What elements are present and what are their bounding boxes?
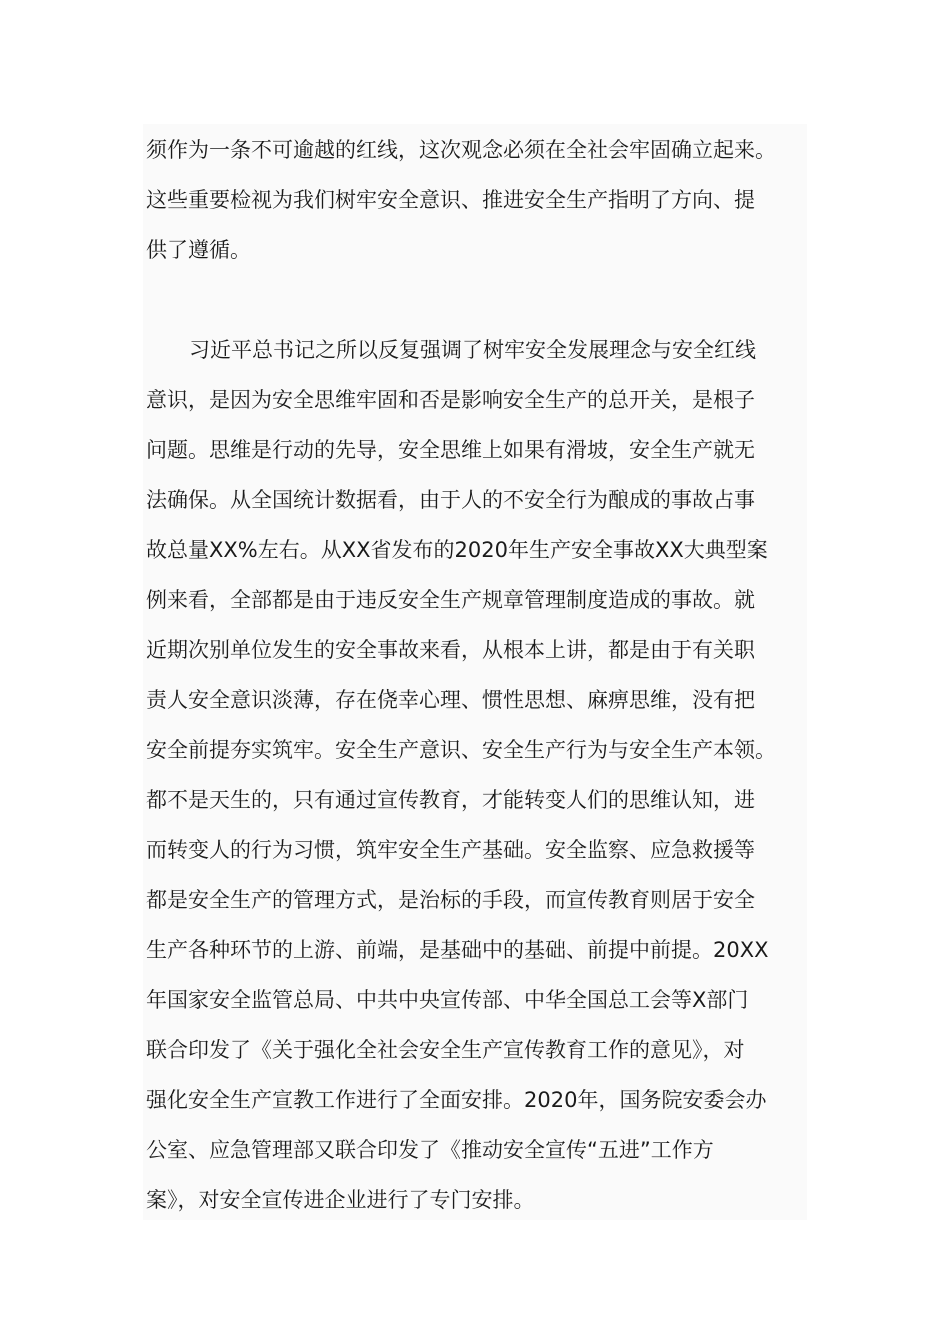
paragraph-1-line-2: 这些重要检视为我们树牢安全意识、推进安全生产指明了方向、提 — [146, 188, 755, 212]
paragraph-2-line-16: 强化安全生产宣教工作进行了全面安排。2020年，国务院安委会办 — [146, 1088, 767, 1112]
paragraph-2-line-4: 法确保。从全国统计数据看，由于人的不安全行为酿成的事故占事 — [146, 488, 755, 512]
paragraph-2-line-7: 近期次别单位发生的安全事故来看，从根本上讲，都是由于有关职 — [146, 638, 755, 662]
paragraph-2-line-8: 责人安全意识淡薄，存在侥幸心理、惯性思想、麻痹思维，没有把 — [146, 688, 755, 712]
paragraph-2-line-11: 而转变人的行为习惯，筑牢安全生产基础。安全监察、应急救援等 — [146, 838, 755, 862]
paragraph-1-line-3: 供了遵循。 — [146, 238, 251, 262]
paragraph-2-line-15: 联合印发了《关于强化全社会安全生产宣传教育工作的意见》，对 — [146, 1038, 745, 1062]
paragraph-2-line-9: 安全前提夯实筑牢。安全生产意识、安全生产行为与安全生产本领。 — [146, 738, 776, 762]
paragraph-2-line-1: 习近平总书记之所以反复强调了树牢安全发展理念与安全红线 — [189, 338, 756, 362]
paragraph-2-line-5: 故总量XX%左右。从XX省发布的2020年生产安全事故XX大典型案 — [146, 538, 768, 562]
paragraph-2-line-10: 都不是天生的，只有通过宣传教育，才能转变人们的思维认知，进 — [146, 788, 755, 812]
paragraph-2-line-2: 意识，是因为安全思维牢固和否是影响安全生产的总开关，是根子 — [146, 388, 755, 412]
paragraph-2-line-13: 生产各种环节的上游、前端，是基础中的基础、前提中前提。20XX — [146, 938, 769, 962]
paragraph-2-line-14: 年国家安全监管总局、中共中央宣传部、中华全国总工会等X部门 — [146, 988, 749, 1012]
paragraph-2-line-12: 都是安全生产的管理方式，是治标的手段，而宣传教育则居于安全 — [146, 888, 755, 912]
paragraph-2-line-3: 问题。思维是行动的先导，安全思维上如果有滑坡，安全生产就无 — [146, 438, 755, 462]
paragraph-2-line-6: 例来看，全部都是由于违反安全生产规章管理制度造成的事故。就 — [146, 588, 755, 612]
paragraph-2-line-18: 案》，对安全宣传进企业进行了专门安排。 — [146, 1188, 535, 1212]
paragraph-2-line-17: 公室、应急管理部又联合印发了《推动安全宣传“五进”工作方 — [146, 1138, 714, 1162]
paragraph-1-line-1: 须作为一条不可逾越的红线，这次观念必须在全社会牢固确立起来。 — [146, 138, 776, 162]
